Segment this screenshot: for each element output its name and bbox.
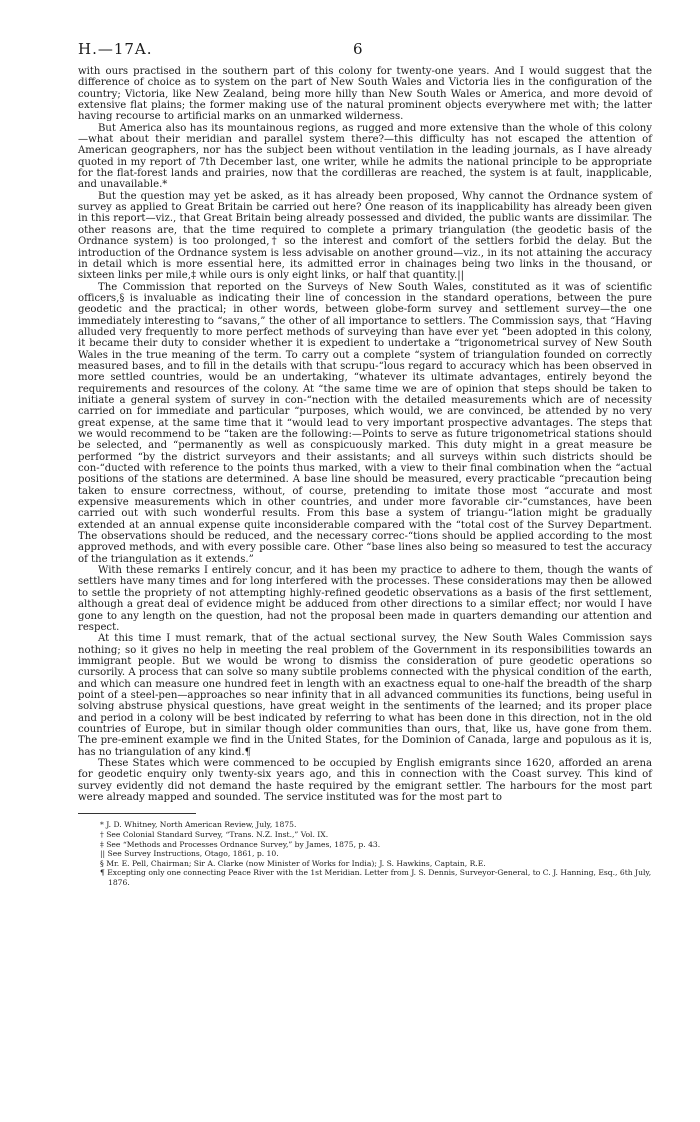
footnote-divider xyxy=(78,813,196,814)
document-reference: H.—17A. xyxy=(78,40,153,58)
footnote: ¶ Excepting only one connecting Peace River with the 1st Meridian. Letter from J. S. Dennis, Surveyor-General, to C. J. Hanning, Esq., 6th July, 1876. xyxy=(100,868,652,887)
paragraph: But America also has its mountainous regions, as rugged and more extensive than the whole of this colony—what about their meridian and parallel system there?—this difficulty has not escaped the attention of American geographers, nor has the subject been without ventilation in the leading journals, as I have already quoted in my report of 7th December last, one writer, while he admits the national principle to be appropriate for the flat-forest lands and prairies, now that the cordilleras are reached, the system is at fault, inapplicable, and unavailable.* xyxy=(78,122,652,191)
page-header xyxy=(78,40,652,66)
paragraph: These States which were commenced to be occupied by English emigrants since 1620, afforded an arena for geodetic enquiry only twenty-six years ago, and this in connection with the Coast survey. This kind of survey evidently did not demand the haste required by the emigrant settler. The harbours for the most part were already mapped and sounded. The service instituted was for the most part to xyxy=(78,757,652,803)
footnote: § Mr. E. Pell, Chairman; Sir A. Clarke (now Minister of Works for India); J. S. Hawkins, Captain, R.E. xyxy=(100,858,486,868)
document-page xyxy=(78,40,652,888)
body-text xyxy=(78,66,652,803)
footnote: ‡ See “Methods and Processes Ordnance Survey,” by James, 1875, p. 43. xyxy=(100,839,381,849)
footnote: || See Survey Instructions, Otago, 1861, p. 10. xyxy=(100,849,279,859)
footnotes xyxy=(78,820,652,887)
paragraph: The Commission that reported on the Surveys of New South Wales, constituted as it was of scientific officers,§ is invaluable as indicating their line of concession in the standard operations, between the pure geodetic and the practical; in other words, between globe-form survey and settlement survey—the one immediately interesting to “savans,” the other of all importance to settlers. The Commission says, that “Having alluded very frequently to more perfect methods of surveying than have ever yet “been adopted in this colony, it became their duty to consider whether it is expedient to undertake a “trigonometrical survey of New South Wales in the true meaning of the term. To carry out a complete “system of triangulation founded on correctly measured bases, and to fill in the details with that scrupu-“lous regard to accuracy which has been observed in more settled countries, would be an undertaking, “whatever its ultimate advantages, entirely beyond the requirements and resources of the colony. At “the same time we are of opinion that steps should be taken to initiate a general system of survey in con-“nection with the detailed measurements which are of necessity carried on for immediate and particular “purposes, which would, we are convinced, be attended by no very great expense, at the same time that it “would lead to very important prospective advantages. The steps that we would recommend to be “taken are the following:—Points to serve as future trigonometrical stations should be selected, and “permanently as well as conspicuously marked. This duty might in a great measure be performed “by the district surveyors and their assistants; and all surveys within such districts should be con-“ducted with reference to the points thus marked, with a view to their final combination when the “actual positions of the stations are determined. A base line should be measured, every practicable “precaution being taken to ensure correctness, without, of course, pretending to imitate those most “accurate and most expensive measurements which in other countries, and under more favorable cir-“cumstances, have been carried out with such wonderful results. From this base a system of triangu-“lation might be gradually extended at an annual expense quite inconsiderable compared with the “total cost of the Survey Department. The observations should be reduced, and the necessary correc-“tions should be applied according to the most approved methods, and with every possible care. Other “base lines also being so measured to test the accuracy of the triangulation as it extends.” xyxy=(78,281,652,565)
footnote: * J. D. Whitney, North American Review, July, 1875. xyxy=(100,820,297,830)
paragraph: At this time I must remark, that of the actual sectional survey, the New South Wales Commission says nothing; so it gives no help in meeting the real problem of the Government in its responsibilities towards an immigrant people. But we would be wrong to dismiss the consideration of pure geodetic operations so cursorily. A process that can solve so many subtile problems connected with the physical condition of the earth, and which can measure one hundred feet in length with an exactness equal to one-half the breadth of the sharp point of a steel-pen—approaches so near infinity that in all advanced communities its functions, being useful in solving abstruse physical questions, have great weight in the sentiments of the learned; and its proper place and period in a colony will be best indicated by referring to what has been done in this direction, not in the old countries of Europe, but in similar though older communities than ours, that, like us, have gone from them. The pre-eminent example we find in the United States, for the Dominion of Canada, large and populous as it is, has no triangulation of any kind.¶ xyxy=(78,633,652,758)
page-number: 6 xyxy=(353,40,363,58)
footnote: † See Colonial Standard Survey, “Trans. N.Z. Inst.,” Vol. IX. xyxy=(100,829,329,839)
paragraph: But the question may yet be asked, as it has already been proposed, Why cannot the Ordnance system of survey as applied to Great Britain be carried out here? One reason of its inapplicability has already been given in this report—viz., that Great Britain being already possessed and divided, the public wants are dissimilar. The other reasons are, that the time required to complete a primary triangulation (the geodetic basis of the Ordnance system) is too prolonged,† so the interest and comfort of the settlers forbid the delay. But the introduction of the Ordnance system is less advisable on another ground—viz., in its not attaining the accuracy in detail which is more essential here, its admitted error in chainages being two links in the thousand, or sixteen links per mile,‡ while ours is only eight links, or half that quantity.|| xyxy=(78,190,652,282)
paragraph: With these remarks I entirely concur, and it has been my practice to adhere to them, though the wants of settlers have many times and for long interfered with the processes. These considerations may then be allowed to settle the propriety of not attempting highly-refined geodetic observations as a basis of the first settlement, although a great deal of evidence might be adduced from other directions to a similar effect; nor would I have gone to any length on the question, had not the proposal been made in quarters demanding our attention and respect. xyxy=(78,565,652,633)
paragraph: with ours practised in the southern part of this colony for twenty-one years. And I would suggest that the difference of choice as to system on the part of New South Wales and Victoria lies in the configuration of the country; Victoria, like New Zealand, being more hilly than New South Wales or America, and more devoid of extensive flat plains; the former making use of the natural prominent objects everywhere met with; the latter having recourse to artificial marks on an unmarked wilderness. xyxy=(78,66,652,123)
